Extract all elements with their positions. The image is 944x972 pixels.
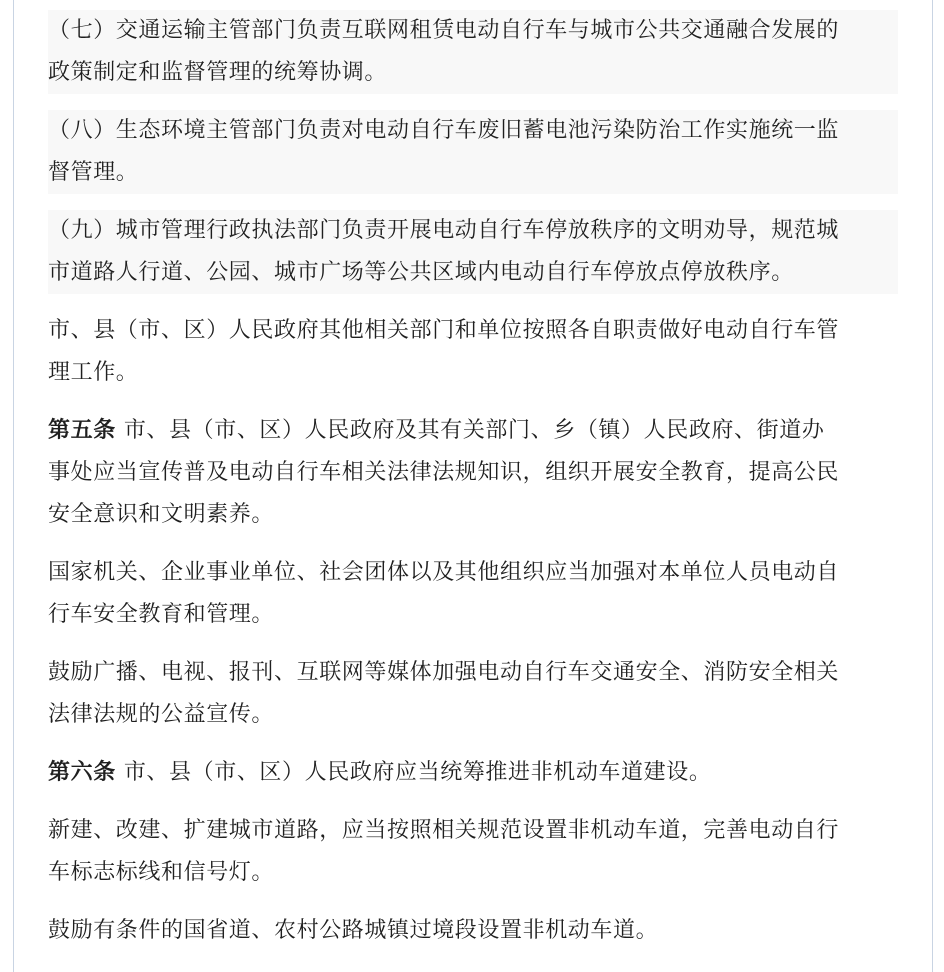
paragraph-road-construction	[48, 810, 898, 894]
article-6	[48, 752, 898, 794]
text-line: 理工作。	[48, 360, 139, 385]
text-line: 鼓励广播、电视、报刊、互联网等媒体加强电动自行车交通安全、消防安全相关	[48, 660, 840, 685]
text-line: 鼓励有条件的国省道、农村公路城镇过境段设置非机动车道。	[48, 918, 659, 943]
document-body	[48, 10, 898, 968]
text-line: （九）城市管理行政执法部门负责开展电动自行车停放秩序的文明劝导，规范城	[48, 210, 898, 252]
text-line: 国家机关、企业事业单位、社会团体以及其他组织应当加强对本单位人员电动自	[48, 560, 840, 585]
text-line: 法律法规的公益宣传。	[48, 702, 275, 727]
text-line: （八）生态环境主管部门负责对电动自行车废旧蓄电池污染防治工作实施统一监	[48, 110, 898, 152]
article-number: 第五条	[48, 418, 116, 443]
text-line: （七）交通运输主管部门负责互联网租赁电动自行车与城市公共交通融合发展的	[48, 10, 898, 52]
article-text: 市、县（市、区）人民政府及其有关部门、乡（镇）人民政府、街道办	[123, 418, 825, 443]
article-5	[48, 410, 898, 536]
paragraph-item-8	[48, 110, 898, 194]
paragraph-media	[48, 652, 898, 736]
text-line: 政策制定和监督管理的统筹协调。	[48, 52, 898, 94]
text-line: 市、县（市、区）人民政府其他相关部门和单位按照各自职责做好电动自行车管	[48, 318, 840, 343]
text-line: 行车安全教育和管理。	[48, 602, 275, 627]
text-line: 事处应当宣传普及电动自行车相关法律法规知识，组织开展安全教育，提高公民	[48, 460, 840, 485]
text-line: 市道路人行道、公园、城市广场等公共区域内电动自行车停放点停放秩序。	[48, 252, 898, 294]
text-line	[48, 752, 898, 794]
article-number: 第六条	[48, 760, 116, 785]
text-line: 新建、改建、扩建城市道路，应当按照相关规范设置非机动车道，完善电动自行	[48, 818, 840, 843]
text-line: 安全意识和文明素养。	[48, 502, 275, 527]
text-line: 车标志标线和信号灯。	[48, 860, 275, 885]
text-line: 督管理。	[48, 152, 898, 194]
article-text: 市、县（市、区）人民政府应当统筹推进非机动车道建设。	[123, 760, 712, 785]
paragraph-organizations	[48, 552, 898, 636]
paragraph-other-departments	[48, 310, 898, 394]
paragraph-item-9	[48, 210, 898, 294]
paragraph-item-7	[48, 10, 898, 94]
text-line	[48, 410, 898, 452]
paragraph-encourage-lanes	[48, 910, 898, 952]
